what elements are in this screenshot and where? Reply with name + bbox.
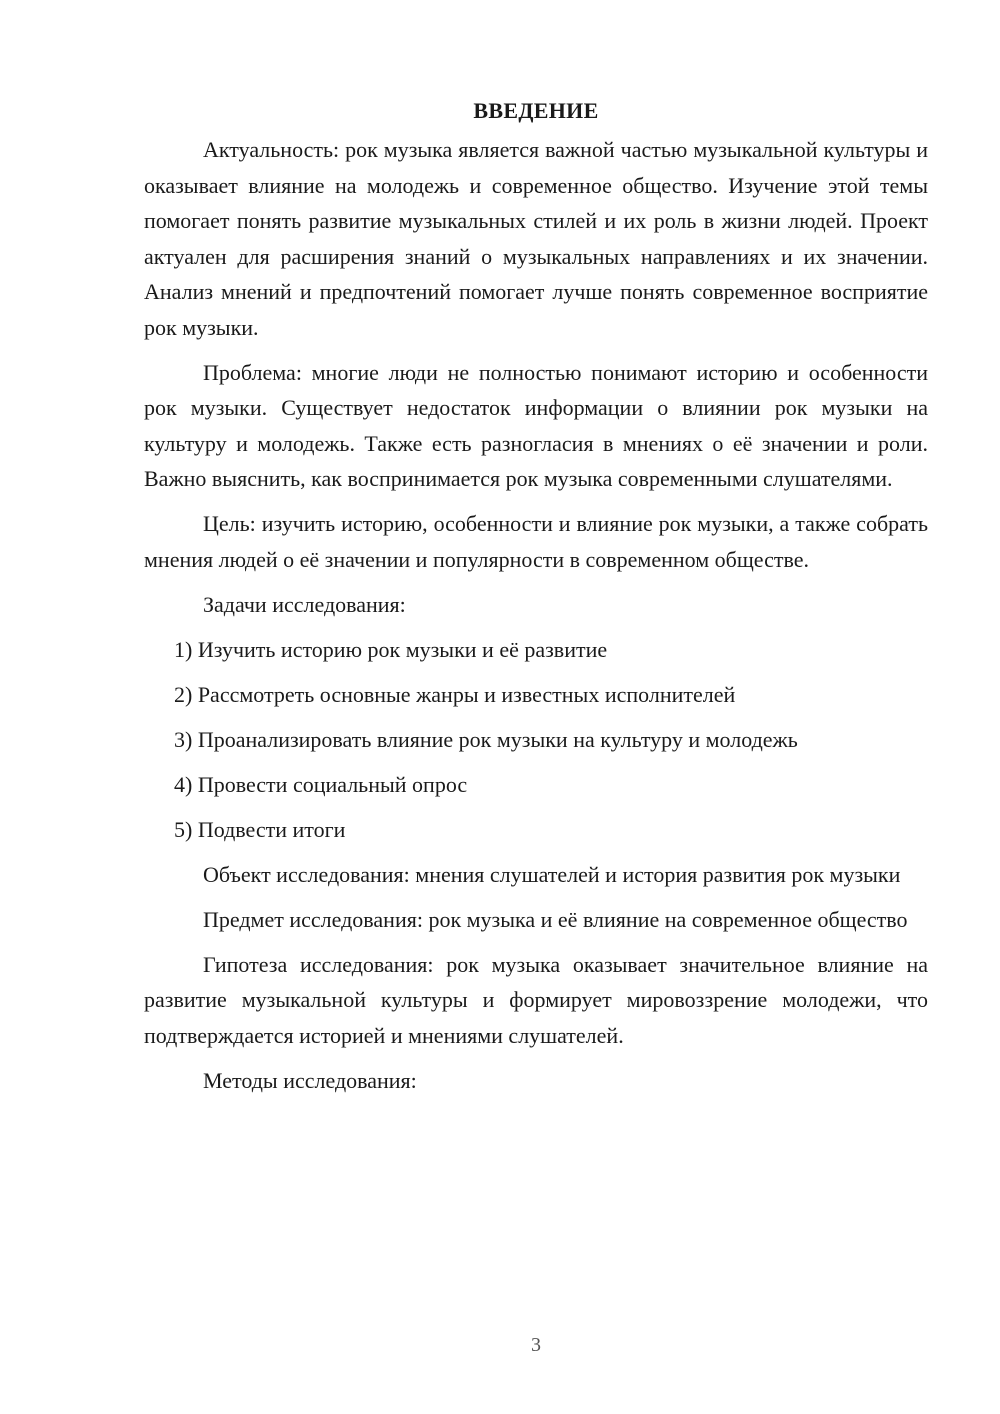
subject-paragraph: Предмет исследования: рок музыка и её влияние на современное общество	[203, 906, 908, 932]
goal-paragraph: Цель: изучить историю, особенности и влияние рок музыки, а также собрать мнения людей о её значении и популярности в современном обществе.	[144, 511, 928, 572]
list-item: 2) Рассмотреть основные жанры и известных исполнителей	[174, 681, 736, 707]
document-page	[144, 96, 928, 1108]
list-item: 4) Провести социальный опрос	[174, 771, 468, 797]
list-item: 3) Проанализировать влияние рок музыки на культуру и молодежь	[174, 726, 798, 752]
tasks-heading: Задачи исследования:	[203, 591, 406, 617]
list-item: 1) Изучить историю рок музыки и её развитие	[174, 636, 608, 662]
tasks-list	[144, 632, 928, 848]
relevance-paragraph: Актуальность: рок музыка является важной частью музыкальной культуры и оказывает влияние на молодежь и современное общество. Изучение этой темы помогает понять развитие музыкальных стилей и их роль в жизни людей. Проект актуален для расширения знаний о музыкальных направлениях и их значении. Анализ мнений и предпочтений помогает лучше понять современное восприятие рок музыки.	[144, 137, 928, 340]
methods-heading: Методы исследования:	[203, 1067, 417, 1093]
object-paragraph: Объект исследования: мнения слушателей и история развития рок музыки	[203, 861, 901, 887]
problem-paragraph: Проблема: многие люди не полностью понимают историю и особенности рок музыки. Существует недостаток информации о влиянии рок музыки на культуру и молодежь. Также есть разногласия в мнениях о её значении и роли. Важно выяснить, как воспринимается рок музыка современными слушателями.	[144, 359, 928, 491]
list-item: 5) Подвести итоги	[174, 816, 346, 842]
hypothesis-paragraph: Гипотеза исследования: рок музыка оказывает значительное влияние на развитие музыкальной культуры и формирует мировоззрение молодежи, что подтверждается историей и мнениями слушателей.	[144, 951, 928, 1048]
page-title: ВВЕДЕНИЕ	[473, 98, 599, 123]
page-number: 3	[531, 1334, 541, 1356]
